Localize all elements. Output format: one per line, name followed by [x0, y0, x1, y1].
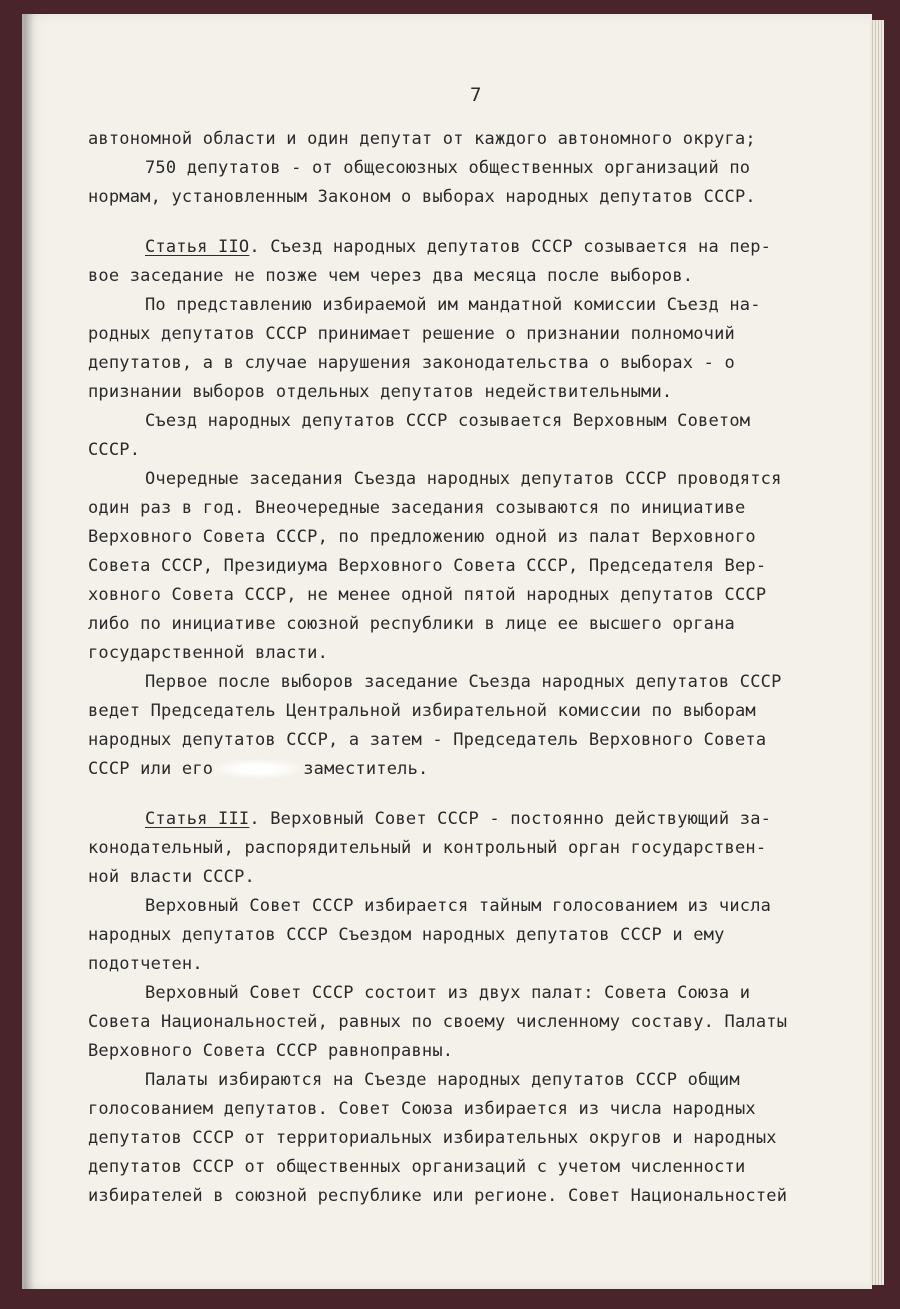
article-111-line [88, 805, 828, 834]
text-line: депутатов, а в случае нарушения законодательства о выборах - о [88, 353, 735, 373]
document-body [88, 125, 828, 1211]
text-line: ховного Совета СССР, не менее одной пятой народных депутатов СССР [88, 585, 767, 605]
text-line: Первое после выборов заседание Съезда народных депутатов СССР [145, 672, 782, 692]
page-number: 7 [470, 84, 482, 106]
text-line: родных депутатов СССР принимает решение о признании полномочий [88, 324, 735, 344]
text-line: Очередные заседания Съезда народных депутатов СССР проводятся [145, 469, 782, 489]
text-line: СССР. [88, 440, 141, 460]
text-line: народных депутатов СССР, а затем - Председатель Верховного Совета [88, 730, 767, 750]
text-line-rest: . Съезд народных депутатов СССР созывается на пер- [249, 237, 772, 257]
erased-word-line [88, 755, 828, 784]
text-line: Верховного Совета СССР равноправны. [88, 1041, 454, 1061]
text-line: По представлению избираемой им мандатной комиссии Съезд на- [145, 295, 761, 315]
text-line-start: СССР или его [88, 759, 214, 779]
text-line: народных депутатов СССР Съездом народных депутатов СССР и ему [88, 925, 725, 945]
text-line: государственной власти. [88, 643, 329, 663]
text-line: Палаты избираются на Съезде народных депутатов СССР общим [145, 1070, 740, 1090]
page-edges [870, 20, 884, 1285]
text-line: депутатов СССР от территориальных избирательных округов и народных [88, 1128, 777, 1148]
text-line: Верховный Совет СССР состоит из двух палат: Совета Союза и [145, 983, 751, 1003]
text-line: подотчетен. [88, 954, 203, 974]
correction-smudge [213, 759, 303, 779]
text-line: конодательный, распорядительный и контрольный орган государствен- [88, 838, 767, 858]
text-line: Верховного Совета СССР, по предложению одной из палат Верховного [88, 527, 756, 547]
text-line: один раз в год. Внеочередные заседания созываются по инициативе [88, 498, 746, 518]
text-line: голосованием депутатов. Совет Союза избирается из числа народных [88, 1099, 756, 1119]
text-line: Верховный Совет СССР избирается тайным голосованием из числа [145, 896, 772, 916]
text-line: вое заседание не позже чем через два месяца после выборов. [88, 266, 694, 286]
text-line: ной власти СССР. [88, 867, 255, 887]
text-line: избирателей в союзной республике или регионе. Совет Национальностей [88, 1186, 788, 1206]
text-line: автономной области и один депутат от каждого автономного округа; [88, 129, 756, 149]
text-line: либо по инициативе союзной республики в лице ее высшего органа [88, 614, 735, 634]
text-line-rest: . Верховный Совет СССР - постоянно действующий за- [249, 809, 772, 829]
binding-shadow [22, 14, 34, 1289]
text-line: Совета СССР, Президиума Верховного Совета СССР, Председателя Вер- [88, 556, 767, 576]
text-line: признании выборов отдельных депутатов недействительными. [88, 382, 673, 402]
text-line-end: заместитель. [303, 759, 429, 779]
article-110-line [88, 233, 828, 262]
text-line: ведет Председатель Центральной избирательной комиссии по выборам [88, 701, 756, 721]
article-111-heading: Статья III [145, 809, 250, 829]
text-line: 750 депутатов - от общесоюзных общественных организаций по [145, 158, 751, 178]
text-line: нормам, установленным Законом о выборах народных депутатов СССР. [88, 187, 756, 207]
text-line: депутатов СССР от общественных организаций с учетом численности [88, 1157, 746, 1177]
text-line: Съезд народных депутатов СССР созывается Верховным Советом [145, 411, 751, 431]
article-110-heading: Статья IIO [145, 237, 250, 257]
text-line: Совета Национальностей, равных по своему численному составу. Палаты [88, 1012, 788, 1032]
